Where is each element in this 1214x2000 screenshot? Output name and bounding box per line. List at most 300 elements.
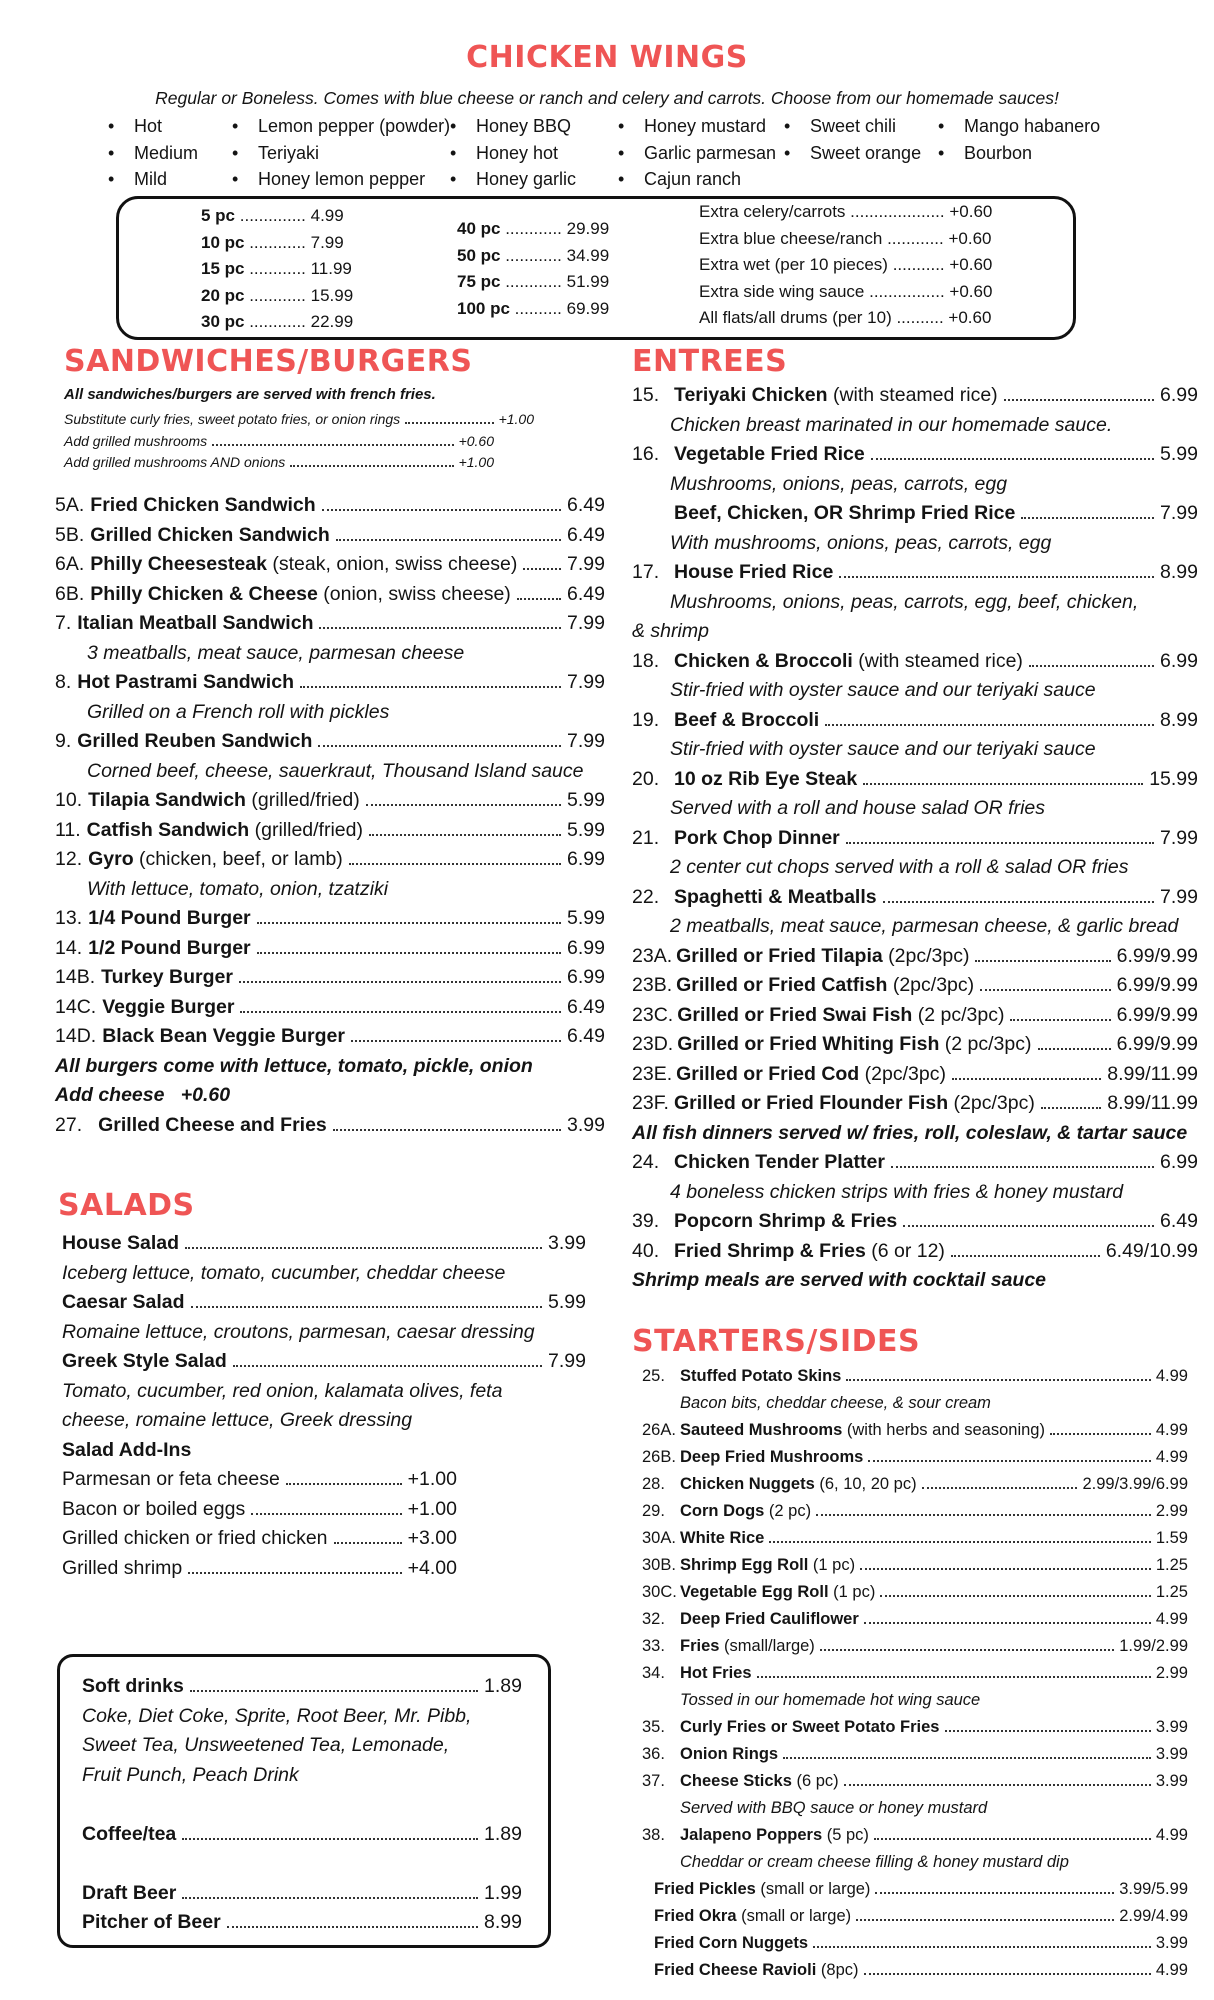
leader-dots	[868, 1460, 1151, 1462]
item-price: 3.99	[1155, 1745, 1188, 1763]
item-number: 23F.	[632, 1092, 669, 1114]
menu-item-row	[55, 1114, 605, 1144]
menu-item-row	[642, 1772, 1188, 1799]
menu-item-row	[55, 730, 605, 760]
sandwiches-title: SANDWICHES/BURGERS	[64, 344, 473, 379]
sandwich-option-row: Add grilled mushrooms +0.60	[64, 432, 494, 449]
sauce-item: • Hot	[104, 113, 198, 140]
item-price: 6.99	[567, 966, 605, 988]
item-number: 18.	[632, 649, 660, 672]
wing-extra-row: Extra blue cheese/ranch ............ +0.60	[699, 228, 992, 248]
item-number: 23B.	[632, 974, 673, 996]
item-price: 7.99	[567, 612, 605, 634]
item-name: Vegetable Fried Rice	[674, 443, 865, 465]
entrees-title: ENTREES	[632, 344, 788, 379]
item-name: Grilled or Fried Flounder Fish	[674, 1092, 949, 1114]
menu-item-row	[55, 1025, 605, 1055]
salad-addin-row: Grilled shrimp +4.00	[62, 1556, 457, 1579]
item-number: 20.	[632, 767, 660, 790]
item-price: 6.49/10.99	[1105, 1239, 1198, 1262]
item-detail: (1 pc)	[808, 1556, 856, 1574]
item-price: 6.49	[567, 1025, 605, 1047]
item-name: Beef, Chicken, OR Shrimp Fried Rice	[674, 502, 1016, 524]
item-detail: (2 pc)	[764, 1502, 812, 1520]
item-detail: (chicken, beef, or lamb)	[133, 848, 343, 870]
item-number: 14.	[55, 936, 83, 959]
item-description: 4 boneless chicken strips with fries & honey mustard	[670, 1180, 1124, 1203]
item-number: 21.	[632, 826, 660, 849]
drink-list	[82, 1675, 522, 1941]
item-name: Fried Pickles	[654, 1880, 756, 1898]
leader-dots	[864, 1622, 1151, 1624]
leader-dots	[319, 627, 561, 629]
wing-price-box	[116, 196, 1076, 340]
item-price: 4.99	[1155, 1421, 1188, 1439]
item-detail: (6 pc)	[791, 1772, 839, 1790]
leader-dots	[1029, 665, 1154, 667]
item-price: 7.99	[567, 553, 605, 575]
item-detail: (2pc/3pc)	[882, 944, 970, 967]
item-description: Corned beef, cheese, sauerkraut, Thousand Island sauce	[87, 759, 584, 782]
item-name: Turkey Burger	[101, 966, 233, 988]
item-price: 2.99/3.99/6.99	[1082, 1475, 1188, 1493]
item-name: Hot Pastrami Sandwich	[77, 671, 294, 693]
wings-subtitle: Regular or Boneless. Comes with blue cheese or ranch and celery and carrots. Choose from our homemade sauces!	[155, 88, 1059, 108]
leader-dots	[369, 834, 561, 836]
item-description: 2 meatballs, meat sauce, parmesan cheese, & garlic bread	[670, 915, 1179, 937]
leader-dots	[517, 598, 561, 600]
item-price: 1.25	[1155, 1583, 1188, 1601]
item-name: Gyro	[88, 848, 134, 870]
item-name: Grilled Reuben Sandwich	[77, 730, 313, 752]
leader-dots	[864, 1973, 1151, 1975]
menu-item-row: Soft drinks 1.89	[82, 1675, 522, 1697]
item-number: 23A.	[632, 944, 673, 967]
sauce-item: • Medium	[104, 140, 198, 167]
item-price: 15.99	[1149, 767, 1198, 790]
item-detail: (2pc/3pc)	[948, 1092, 1035, 1114]
menu-item-row	[55, 553, 605, 583]
menu-item-row	[632, 1092, 1198, 1122]
item-price: 3.99	[1155, 1772, 1188, 1790]
leader-dots	[874, 1838, 1151, 1840]
salad-list	[62, 1232, 586, 1586]
item-description: Served with BBQ sauce or honey mustard	[680, 1799, 988, 1817]
sauce-item: • Mild	[104, 166, 198, 193]
item-price: 8.99/11.99	[1107, 1092, 1198, 1114]
leader-dots	[825, 724, 1154, 726]
sauce-item: • Bourbon	[934, 140, 1100, 167]
wing-extra-row: Extra side wing sauce ................ +0.60	[699, 281, 993, 301]
sandwich-list	[55, 494, 605, 1143]
item-name: Italian Meatball Sandwich	[77, 612, 314, 634]
sauce-item: • Honey mustard	[614, 113, 776, 140]
chicken-wings-title: CHICKEN WINGS	[466, 40, 748, 75]
wing-prices-large	[457, 216, 609, 322]
item-number: 6B.	[55, 582, 85, 605]
leader-dots	[820, 1649, 1114, 1651]
wing-price-row: 15 pc ............ 11.99	[201, 259, 352, 279]
item-price: 8.99/11.99	[1107, 1062, 1198, 1085]
leader-dots	[863, 783, 1143, 785]
leader-dots	[883, 901, 1154, 903]
item-detail: (grilled/fried)	[249, 818, 363, 841]
menu-item-row	[632, 384, 1198, 414]
item-price: 8.99	[1160, 561, 1198, 583]
item-description: Mushrooms, onions, peas, carrots, egg	[670, 472, 1008, 495]
item-number: 5A.	[55, 494, 85, 516]
leader-dots	[856, 1919, 1114, 1921]
item-number: 34.	[642, 1664, 665, 1682]
leader-dots	[846, 842, 1154, 844]
menu-item-row: Draft Beer 1.99	[82, 1881, 522, 1904]
menu-item-row	[632, 1151, 1198, 1181]
wing-extra-row: All flats/all drums (per 10) .......... +0.60	[699, 308, 992, 328]
item-description: Coke, Diet Coke, Sprite, Root Beer, Mr. Pibb,	[82, 1704, 472, 1727]
item-name: Grilled or Fried Cod	[676, 1062, 860, 1085]
item-price: 3.99	[1155, 1934, 1188, 1952]
item-price: 4.99	[1155, 1367, 1188, 1385]
item-price: 6.99	[1160, 649, 1198, 672]
sauce-column-6	[934, 113, 1100, 166]
menu-item-row: Caesar Salad 5.99	[62, 1291, 586, 1313]
item-description: 2 center cut chops served with a roll & salad OR fries	[670, 856, 1129, 878]
leader-dots	[523, 568, 561, 570]
item-price: 1.25	[1155, 1556, 1188, 1574]
salad-addin-row: Parmesan or feta cheese +1.00	[62, 1468, 457, 1490]
sandwich-option-row: Add grilled mushrooms AND onions +1.00	[64, 454, 494, 470]
item-number: 35.	[642, 1718, 665, 1736]
leader-dots	[349, 863, 561, 865]
menu-item-row	[642, 1880, 1188, 1907]
item-price: 6.99	[1160, 384, 1198, 406]
menu-item-row	[632, 650, 1198, 680]
menu-item-row: Greek Style Salad 7.99	[62, 1350, 586, 1372]
item-number: 40.	[632, 1239, 660, 1262]
item-description: With lettuce, tomato, onion, tzatziki	[87, 877, 389, 900]
menu-item-row	[55, 937, 605, 967]
menu-item-row	[642, 1448, 1188, 1475]
item-name: 1/2 Pound Burger	[88, 936, 251, 959]
salads-title: SALADS	[58, 1188, 195, 1223]
leader-dots	[903, 1225, 1154, 1227]
leader-dots	[322, 509, 561, 511]
menu-item-row	[642, 1475, 1188, 1502]
item-number: 25.	[642, 1367, 665, 1385]
leader-dots	[240, 1011, 561, 1013]
item-name: White Rice	[680, 1529, 765, 1547]
item-number: 14B.	[55, 966, 96, 988]
leader-dots	[839, 576, 1154, 578]
item-name: Curly Fries or Sweet Potato Fries	[680, 1718, 940, 1736]
item-name: Corn Dogs	[680, 1502, 765, 1520]
item-price: 3.99	[567, 1113, 605, 1136]
item-price: 6.99/9.99	[1116, 1003, 1198, 1026]
item-price: 5.99	[1160, 443, 1198, 465]
menu-item-row	[632, 443, 1198, 473]
leader-dots	[257, 952, 561, 954]
item-description: Sweet Tea, Unsweetened Tea, Lemonade,	[82, 1734, 450, 1756]
menu-item-row	[642, 1961, 1188, 1988]
leader-dots	[351, 1040, 561, 1042]
item-price: 1.99/2.99	[1119, 1637, 1188, 1655]
leader-dots	[1004, 399, 1154, 401]
leader-dots	[945, 1730, 1151, 1732]
menu-item-row	[642, 1907, 1188, 1934]
item-price: 2.99	[1155, 1502, 1188, 1520]
leader-dots	[860, 1568, 1151, 1570]
menu-item-row	[632, 974, 1198, 1004]
item-name: Grilled or Fried Catfish	[676, 974, 888, 996]
item-name: Pork Chop Dinner	[674, 826, 840, 849]
item-price: 7.99	[1160, 502, 1198, 524]
menu-item-row	[55, 907, 605, 937]
item-number: 15.	[632, 384, 660, 406]
item-detail: (8pc)	[816, 1961, 859, 1979]
item-name: Philly Chicken & Cheese	[90, 582, 318, 605]
item-name: Chicken & Broccoli	[674, 649, 853, 672]
item-price: 6.49	[567, 582, 605, 605]
item-name: Stuffed Potato Skins	[680, 1367, 842, 1385]
leader-dots	[846, 1379, 1151, 1381]
item-name: Hot Fries	[680, 1664, 752, 1682]
leader-dots	[1041, 1107, 1101, 1109]
salad-addins-title: Salad Add-Ins	[62, 1438, 192, 1461]
item-number: 14C.	[55, 995, 97, 1018]
item-name: Fried Cheese Ravioli	[654, 1961, 817, 1979]
item-description: Fruit Punch, Peach Drink	[82, 1763, 299, 1786]
menu-item-row	[55, 848, 605, 878]
item-price: 6.49	[1160, 1210, 1198, 1232]
sauce-item: • Honey BBQ	[446, 113, 576, 140]
item-name: Popcorn Shrimp & Fries	[674, 1210, 898, 1232]
menu-item-row	[55, 671, 605, 701]
sauce-column-3	[446, 113, 576, 193]
item-number: 30A.	[642, 1529, 676, 1547]
item-price: 7.99	[567, 730, 605, 752]
leader-dots	[975, 960, 1110, 962]
item-name: Deep Fried Mushrooms	[680, 1448, 864, 1466]
item-name: Chicken Nuggets	[680, 1475, 815, 1493]
item-number: 14D.	[55, 1025, 97, 1047]
item-name: Grilled Chicken Sandwich	[90, 523, 330, 546]
item-description: Chicken breast marinated in our homemade sauce.	[670, 413, 1113, 436]
sauce-column-2	[228, 113, 450, 193]
item-number: 10.	[55, 789, 83, 811]
menu-item-row	[642, 1367, 1188, 1394]
leader-dots	[783, 1757, 1151, 1759]
item-number: 23E.	[632, 1062, 673, 1085]
item-name: Grilled or Fried Swai Fish	[677, 1003, 913, 1026]
salad-addin-row: Grilled chicken or fried chicken +3.00	[62, 1527, 457, 1549]
wing-price-row: 10 pc ............ 7.99	[201, 232, 344, 252]
sauce-item: • Sweet orange	[780, 140, 921, 167]
item-detail: (2 pc/3pc)	[939, 1033, 1032, 1055]
item-name: Fried Shrimp & Fries	[674, 1239, 866, 1262]
item-description: Bacon bits, cheddar cheese, & sour cream	[680, 1394, 991, 1412]
menu-item-row	[632, 709, 1198, 739]
item-number: 37.	[642, 1772, 665, 1790]
item-detail: (6 or 12)	[865, 1239, 945, 1262]
item-name: Catfish Sandwich	[86, 818, 250, 841]
sauce-column-1	[104, 113, 198, 193]
sauce-item: • Honey lemon pepper	[228, 166, 450, 193]
item-name: Philly Cheesesteak	[90, 553, 267, 575]
leader-dots	[816, 1514, 1151, 1516]
sauce-item: • Lemon pepper (powder)	[228, 113, 450, 140]
item-price: 2.99	[1155, 1664, 1188, 1682]
item-price: 6.99	[567, 936, 605, 959]
item-number: 7.	[55, 612, 72, 634]
item-name: Onion Rings	[680, 1745, 779, 1763]
menu-item-row	[632, 502, 1198, 532]
wing-prices-small	[201, 203, 353, 336]
leader-dots	[318, 745, 561, 747]
menu-item-row	[642, 1718, 1188, 1745]
item-price: 6.99	[567, 848, 605, 870]
item-price: 4.99	[1155, 1961, 1188, 1979]
item-price: 2.99/4.99	[1119, 1907, 1188, 1925]
item-detail: (small or large)	[736, 1907, 852, 1925]
item-name: House Fried Rice	[674, 561, 834, 583]
item-description: Tomato, cucumber, red onion, kalamata olives, feta	[62, 1379, 503, 1402]
menu-item-row: House Salad 3.99	[62, 1232, 586, 1254]
menu-item-row	[642, 1502, 1188, 1529]
menu-item-row	[55, 819, 605, 849]
leader-dots	[891, 1166, 1154, 1168]
leader-dots	[951, 1255, 1100, 1257]
item-number: 12.	[55, 848, 83, 870]
menu-item-row	[642, 1583, 1188, 1610]
item-description: cheese, romaine lettuce, Greek dressing	[62, 1409, 413, 1431]
wing-price-row: 30 pc ............ 22.99	[201, 312, 354, 332]
menu-item-row	[632, 1240, 1198, 1270]
sauce-item: • Mango habanero	[934, 113, 1100, 140]
menu-item-row	[642, 1826, 1188, 1853]
item-name: Deep Fried Cauliflower	[680, 1610, 859, 1628]
item-name: Fries	[680, 1637, 720, 1655]
sandwich-option-row: Substitute curly fries, sweet potato fries, or onion rings +1.00	[64, 411, 534, 427]
item-detail: (5 pc)	[822, 1826, 869, 1844]
entree-list	[632, 384, 1198, 1299]
wing-extra-row: Extra wet (per 10 pieces) ........... +0.60	[699, 255, 993, 275]
menu-item-row	[55, 789, 605, 819]
item-number: 6A.	[55, 553, 85, 575]
item-name: Grilled or Fried Tilapia	[676, 944, 883, 967]
wing-price-row: 50 pc ............ 34.99	[457, 245, 610, 265]
leader-dots	[366, 804, 561, 806]
item-detail: (6, 10, 20 pc)	[814, 1475, 917, 1493]
sauce-column-5	[780, 113, 921, 166]
item-number: 9.	[55, 730, 72, 752]
item-detail: (2 pc/3pc)	[912, 1003, 1005, 1026]
item-name: Teriyaki Chicken	[674, 384, 828, 406]
item-description: Served with a roll and house salad OR fries	[670, 797, 1046, 819]
item-number: 19.	[632, 708, 660, 731]
item-price: 4.99	[1155, 1448, 1188, 1466]
item-number: 29.	[642, 1502, 665, 1520]
item-name: Spaghetti & Meatballs	[674, 885, 877, 908]
item-name: 10 oz Rib Eye Steak	[674, 767, 858, 790]
menu-item-row	[632, 1033, 1198, 1063]
item-name: Shrimp Egg Roll	[680, 1556, 809, 1574]
menu-item-row	[642, 1529, 1188, 1556]
item-name: Fried Okra	[654, 1907, 737, 1925]
item-name: Fried Corn Nuggets	[654, 1934, 809, 1952]
item-price: 6.99/9.99	[1116, 974, 1198, 996]
item-description: Tossed in our homemade hot wing sauce	[680, 1691, 981, 1709]
leader-dots	[871, 458, 1154, 460]
item-name: Fried Chicken Sandwich	[90, 494, 316, 516]
wing-price-row: 40 pc ............ 29.99	[457, 219, 610, 238]
menu-item-row	[632, 1004, 1198, 1034]
item-detail: (with herbs and seasoning)	[842, 1421, 1045, 1439]
item-number: 36.	[642, 1745, 665, 1763]
menu-item-row	[55, 583, 605, 613]
item-detail: (1 pc)	[828, 1583, 876, 1601]
leader-dots	[1010, 1019, 1110, 1021]
drinks-box	[57, 1654, 551, 1948]
item-name: Tilapia Sandwich	[88, 789, 246, 811]
item-number: 33.	[642, 1637, 665, 1655]
item-price: 6.99/9.99	[1116, 944, 1198, 967]
menu-item-row: Coffee/tea 1.89	[82, 1822, 522, 1845]
item-name: Jalapeno Poppers	[680, 1826, 823, 1844]
wing-price-row: 20 pc ............ 15.99	[201, 285, 354, 305]
item-number: 24.	[632, 1151, 660, 1173]
item-name: Chicken Tender Platter	[674, 1151, 885, 1173]
menu-item-row	[642, 1745, 1188, 1772]
item-number: 17.	[632, 561, 660, 583]
item-detail: (onion, swiss cheese)	[317, 582, 511, 605]
leader-dots	[239, 981, 561, 983]
section-note: Add cheese +0.60	[55, 1084, 231, 1106]
item-detail: (with steamed rice)	[852, 649, 1023, 672]
leader-dots	[333, 1129, 561, 1131]
item-name: Black Bean Veggie Burger	[102, 1025, 345, 1047]
item-number: 30C.	[642, 1583, 677, 1601]
sandwich-intro: All sandwiches/burgers are served with french fries.	[64, 386, 436, 403]
item-description: & shrimp	[632, 620, 709, 642]
section-note: All fish dinners served w/ fries, roll, coleslaw, & tartar sauce	[632, 1121, 1188, 1144]
menu-item-row: Pitcher of Beer 8.99	[82, 1911, 522, 1933]
item-name: Sauteed Mushrooms	[680, 1421, 843, 1439]
leader-dots	[844, 1784, 1151, 1786]
sauce-item: • Sweet chili	[780, 113, 921, 140]
item-price: 5.99	[567, 907, 605, 929]
item-detail: (2pc/3pc)	[859, 1062, 946, 1085]
section-note: All burgers come with lettuce, tomato, pickle, onion	[55, 1054, 533, 1077]
sauce-item: • Honey hot	[446, 140, 576, 167]
item-number: 23C.	[632, 1003, 674, 1026]
leader-dots	[1021, 517, 1154, 519]
item-price: 5.99	[567, 789, 605, 811]
item-detail: (grilled/fried)	[245, 789, 360, 811]
item-number: 32.	[642, 1610, 665, 1628]
item-price: 8.99	[1160, 708, 1198, 731]
menu-item-row	[632, 1210, 1198, 1240]
item-price: 7.99	[1160, 885, 1198, 908]
item-description: 3 meatballs, meat sauce, parmesan cheese	[87, 641, 465, 664]
item-detail: (with steamed rice)	[827, 384, 998, 406]
item-number: 30B.	[642, 1556, 676, 1574]
menu-item-row	[55, 966, 605, 996]
item-detail: (small/large)	[719, 1637, 815, 1655]
item-number: 38.	[642, 1826, 665, 1844]
menu-item-row	[642, 1664, 1188, 1691]
menu-item-row	[642, 1637, 1188, 1664]
item-number: 28.	[642, 1475, 665, 1493]
